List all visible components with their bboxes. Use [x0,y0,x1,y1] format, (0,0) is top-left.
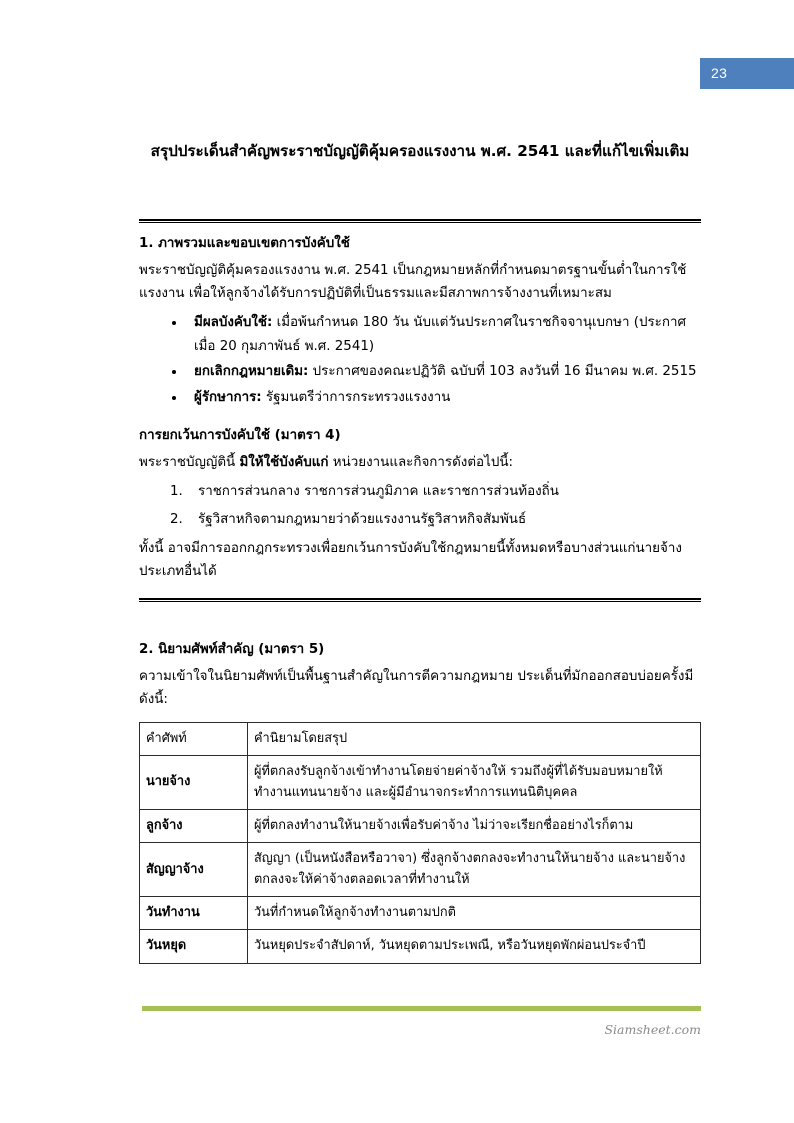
list-item [186,386,701,410]
table-header-definition: คำนิยามโดยสรุป [248,722,701,755]
exemption-intro [139,451,701,474]
exemption-intro-pre: พระราชบัญญัตินี้ [139,454,240,470]
table-cell-term: นายจ้าง [140,755,248,809]
table-cell-term: วันทำงาน [140,897,248,930]
footer-divider [142,1006,701,1011]
bullet-label: มีผลบังคับใช้: [194,314,273,330]
table-cell-definition: ผู้ที่ตกลงทำงานให้นายจ้างเพื่อรับค่าจ้าง ไม่ว่าจะเรียกชื่ออย่างไรก็ตาม [248,809,701,842]
table-cell-definition: วันหยุดประจำสัปดาห์, วันหยุดตามประเพณี, หรือวันหยุดพักผ่อนประจำปี [248,930,701,963]
table-row [140,897,701,930]
bullet-text: ประกาศของคณะปฏิวัติ ฉบับที่ 103 ลงวันที่ 16 มีนาคม พ.ศ. 2515 [308,364,697,380]
exemption-heading: การยกเว้นการบังคับใช้ (มาตรา 4) [139,428,341,444]
table-row [140,843,701,897]
list-item: 2. รัฐวิสาหกิจตามกฎหมายว่าด้วยแรงงานรัฐวิสาหกิจสัมพันธ์ [187,508,701,532]
table-header-row [140,722,701,755]
exemption-intro-post: หน่วยงานและกิจการดังต่อไปนี้: [328,454,513,470]
table-header-term: คำศัพท์ [140,722,248,755]
exemption-note: ทั้งนี้ อาจมีการออกกฎกระทรวงเพื่อยกเว้นการบังคับใช้กฎหมายนี้ทั้งหมดหรือบางส่วนแก่นายจ้างประเภทอื่นได้ [139,540,682,579]
bullet-text: เมื่อพ้นกำหนด 180 วัน นับแต่วันประกาศในราชกิจจานุเบกษา (ประกาศเมื่อ 20 กุมภาพันธ์ พ.ศ. 2541) [194,314,686,354]
list-item [186,311,701,359]
table-cell-term: วันหยุด [140,930,248,963]
pre-divider-spacer [139,585,701,598]
bullet-text: รัฐมนตรีว่าการกระทรวงแรงงาน [261,390,451,406]
bullet-label: ยกเลิกกฎหมายเดิม: [194,364,309,380]
table-cell-definition: สัญญา (เป็นหนังสือหรือวาจา) ซึ่งลูกจ้างตกลงจะทำงานให้นายจ้าง และนายจ้างตกลงจะให้ค่าจ้างตลอดเวลาที่ทำงานให้ [248,843,701,897]
table-cell-definition: ผู้ที่ตกลงรับลูกจ้างเข้าทำงานโดยจ่ายค่าจ้างให้ รวมถึงผู้ที่ได้รับมอบหมายให้ทำงานแทนนายจ้าง และผู้มีอำนาจกระทำการแทนนิติบุคคล [248,755,701,809]
page-number-badge [700,58,794,89]
table-cell-definition: วันที่กำหนดให้ลูกจ้างทำงานตามปกติ [248,897,701,930]
bullet-label: ผู้รักษาการ: [194,390,262,406]
page-number-text: 23 [711,65,728,81]
exemption-intro-emphasis: มิให้ใช้บังคับแก่ [239,454,329,470]
table-row [140,809,701,842]
document-title: สรุปประเด็นสำคัญพระราชบัญญัติคุ้มครองแรงงาน พ.ศ. 2541 และที่แก้ไขเพิ่มเติม [150,142,690,160]
table-row [140,755,701,809]
section-1-intro: พระราชบัญญัติคุ้มครองแรงงาน พ.ศ. 2541 เป็นกฎหมายหลักที่กำหนดมาตรฐานขั้นต่ำในการใช้แรงงาน เพื่อให้ลูกจ้างได้รับการปฏิบัติที่เป็นธรรมและมีสภาพการจ้างงานที่เหมาะสม [139,262,687,301]
list-item [186,360,701,384]
document-content [139,140,701,964]
exemption-numbered-list [139,480,701,533]
title-spacer [139,163,701,219]
table-cell-term: สัญญาจ้าง [140,843,248,897]
definitions-table [139,722,701,964]
table-row [140,930,701,963]
section-1-bullet-list [139,311,701,410]
table-cell-term: ลูกจ้าง [140,809,248,842]
section-2-heading: 2. นิยามศัพท์สำคัญ (มาตรา 5) [139,641,325,657]
list-item: 1. ราชการส่วนกลาง ราชการส่วนภูมิภาค และราชการส่วนท้องถิ่น [187,480,701,504]
section-divider-top [139,219,701,223]
section-2-intro: ความเข้าใจในนิยามศัพท์เป็นพื้นฐานสำคัญในการตีความกฎหมาย ประเด็นที่มักออกสอบบ่อยครั้งมีดังนี้: [139,668,694,707]
post-divider-spacer [139,602,701,629]
section-1-heading: 1. ภาพรวมและขอบเขตการบังคับใช้ [139,235,350,251]
footer-watermark: Siamsheet.com [604,1022,701,1037]
